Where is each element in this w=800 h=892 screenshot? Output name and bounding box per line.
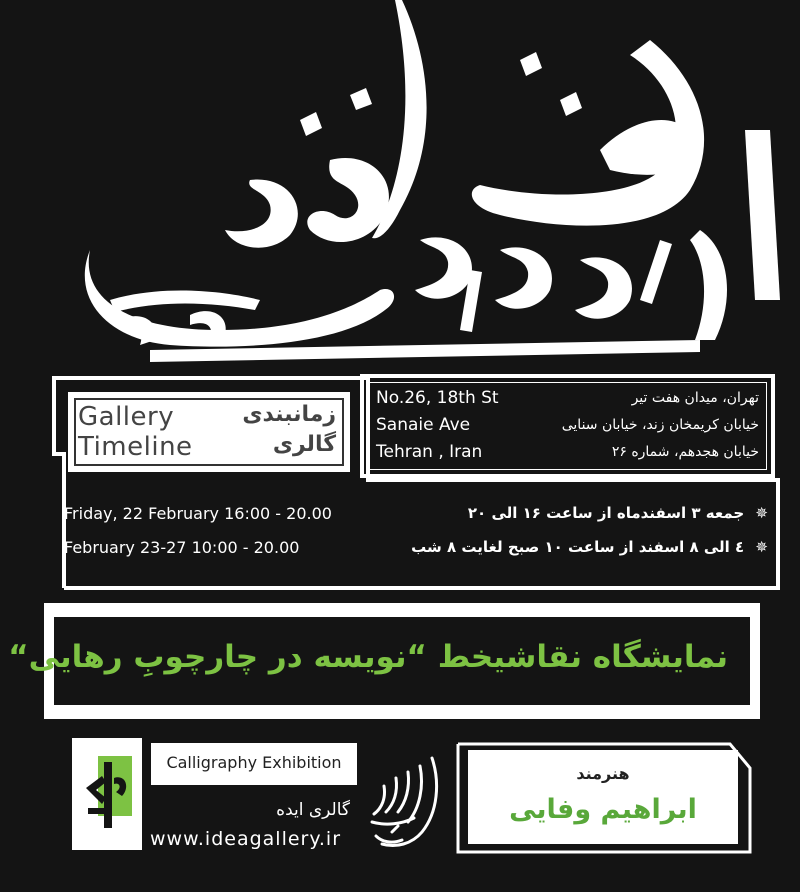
idea-gallery-logo bbox=[72, 738, 142, 850]
artist-label: هنرمند bbox=[576, 764, 630, 783]
address-en-line2: Sanaie Ave bbox=[376, 415, 471, 435]
artist-inner bbox=[468, 750, 738, 844]
timeline-fa-line2: گالری bbox=[272, 432, 336, 457]
schedule-line-1-en: Friday, 22 February 16:00 - 20.00 bbox=[64, 504, 332, 523]
address-en-line1: No.26, 18th St bbox=[376, 388, 499, 408]
calligraphy-exhibition-label: Calligraphy Exhibition bbox=[166, 753, 342, 772]
artist-name: ابراهیم وفایی bbox=[509, 794, 697, 825]
star-icon: ✵ bbox=[755, 504, 768, 522]
idea-gallery-logo-icon bbox=[82, 748, 132, 840]
gallery-name-fa: گالری ایده bbox=[276, 800, 350, 820]
artist-signature bbox=[362, 752, 448, 856]
artist-box bbox=[454, 740, 754, 856]
address-en-line3: Tehran , Iran bbox=[376, 442, 483, 462]
schedule-line-2 bbox=[46, 538, 786, 568]
address-fa-line2: خیابان کریمخان زند، خیابان سنایی bbox=[561, 417, 759, 433]
schedule-line-2-fa-text: ٤ الی ۸ اسفند از ساعت ۱۰ صبح لغایت ۸ شب bbox=[411, 538, 745, 556]
schedule-line-2-en: February 23-27 10:00 - 20.00 bbox=[64, 538, 300, 557]
calligraphy-artwork bbox=[0, 0, 800, 380]
address-fa-line3: خیابان هجدهم، شماره ۲۶ bbox=[611, 444, 759, 460]
exhibition-title-banner bbox=[8, 603, 760, 719]
schedule-line-1-fa-text: جمعه ۳ اسفندماه از ساعت ۱۶ الی ۲۰ bbox=[467, 504, 745, 522]
schedule-line-2-fa bbox=[411, 538, 768, 556]
schedule-line-1 bbox=[46, 504, 786, 534]
timeline-en-line1: Gallery bbox=[78, 402, 175, 432]
timeline-en-line2: Timeline bbox=[78, 432, 193, 462]
exhibition-title-inner bbox=[8, 617, 750, 705]
calligraphy-exhibition-box bbox=[150, 742, 358, 786]
schedule bbox=[46, 482, 786, 588]
exhibition-title: نمایشگاه نقاشیخط “نویسه در چارچوبِ رهایی“ bbox=[8, 639, 728, 675]
website-link[interactable]: www.ideagallery.ir bbox=[150, 828, 342, 850]
timeline-fa-line1: زمانبندی bbox=[242, 402, 336, 427]
star-icon: ✵ bbox=[755, 538, 768, 556]
address-fa-line1: تهران، میدان هفت تیر bbox=[631, 390, 759, 406]
schedule-line-1-fa bbox=[468, 504, 768, 522]
